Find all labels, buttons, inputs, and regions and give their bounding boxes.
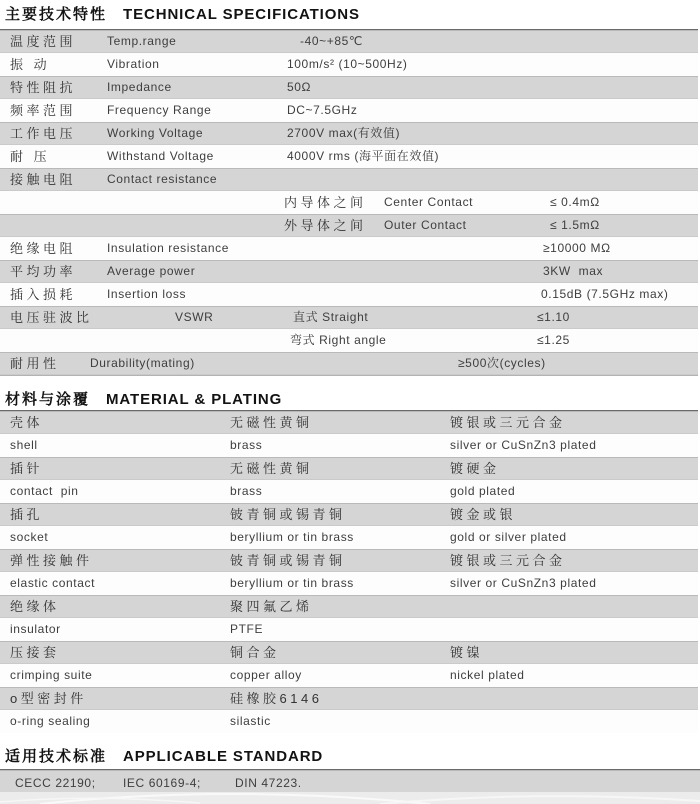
table-cell: contact pin bbox=[10, 484, 79, 498]
table-cell: 振 动 bbox=[10, 57, 51, 72]
table-cell: 绝缘体 bbox=[10, 599, 60, 614]
section-title-applicable-standard bbox=[5, 745, 323, 766]
table-cell: brass bbox=[230, 484, 263, 498]
table-row bbox=[0, 549, 698, 572]
table-row bbox=[0, 572, 698, 595]
table-cell: shell bbox=[10, 438, 38, 452]
technical-specifications-table bbox=[0, 29, 698, 376]
table-cell: o型密封件 bbox=[10, 691, 87, 706]
table-cell: ≤1.25 bbox=[537, 333, 570, 347]
section-title-zh: 适用技术标准 bbox=[5, 748, 108, 765]
section-title-en: APPLICABLE STANDARD bbox=[123, 748, 324, 765]
table-cell: 镀银或三元合金 bbox=[450, 415, 566, 430]
table-cell: 铜合金 bbox=[230, 645, 280, 660]
table-row bbox=[0, 168, 698, 191]
table-cell: o-ring sealing bbox=[10, 714, 91, 728]
table-row bbox=[0, 283, 698, 306]
table-cell: 平均功率 bbox=[10, 264, 77, 279]
table-cell: ≤1.10 bbox=[537, 310, 570, 324]
table-row bbox=[0, 503, 698, 526]
table-cell: 镀银或三元合金 bbox=[450, 553, 566, 568]
table-cell: gold or silver plated bbox=[450, 530, 567, 544]
table-cell: 壳体 bbox=[10, 415, 44, 430]
table-cell: 绝缘电阻 bbox=[10, 241, 77, 256]
table-cell: silastic bbox=[230, 714, 271, 728]
table-cell: -40~+85℃ bbox=[300, 34, 363, 48]
material-plating-table bbox=[0, 410, 698, 733]
table-cell: 镀硬金 bbox=[450, 461, 500, 476]
table-cell: elastic contact bbox=[10, 576, 96, 590]
table-cell: Temp.range bbox=[107, 34, 177, 48]
table-row bbox=[0, 664, 698, 687]
table-cell: Insertion loss bbox=[107, 287, 187, 301]
table-cell: 频率范围 bbox=[10, 103, 77, 118]
table-cell: 接触电阻 bbox=[10, 172, 77, 187]
table-row bbox=[0, 457, 698, 480]
table-cell: 100m/s² (10~500Hz) bbox=[287, 57, 408, 71]
table-cell: 镀镍 bbox=[450, 645, 484, 660]
table-cell: 无磁性黄铜 bbox=[230, 461, 313, 476]
table-cell: Durability(mating) bbox=[90, 356, 195, 370]
table-cell: Withstand Voltage bbox=[107, 149, 214, 163]
table-cell: 耐 压 bbox=[10, 149, 51, 164]
table-row bbox=[0, 99, 698, 122]
table-row bbox=[0, 30, 698, 53]
table-row bbox=[0, 237, 698, 260]
table-cell: 直式 Straight bbox=[293, 310, 369, 324]
table-cell: 插针 bbox=[10, 461, 44, 476]
table-cell: 镀金或银 bbox=[450, 507, 517, 522]
table-cell: Outer Contact bbox=[384, 218, 467, 232]
table-row bbox=[0, 526, 698, 549]
table-cell: copper alloy bbox=[230, 668, 302, 682]
table-cell: 硅橡胶6146 bbox=[230, 691, 323, 706]
table-row bbox=[0, 480, 698, 503]
table-row bbox=[0, 710, 698, 733]
table-cell: 3KW max bbox=[543, 264, 604, 278]
section-title-en: MATERIAL & PLATING bbox=[106, 391, 283, 408]
table-cell: silver or CuSnZn3 plated bbox=[450, 576, 597, 590]
table-row bbox=[0, 306, 698, 329]
section-title-technical-specifications bbox=[5, 3, 360, 24]
table-cell: IEC 60169-4; bbox=[123, 776, 201, 790]
table-cell: silver or CuSnZn3 plated bbox=[450, 438, 597, 452]
table-cell: CECC 22190; bbox=[15, 776, 96, 790]
table-cell: insulator bbox=[10, 622, 61, 636]
table-row bbox=[0, 595, 698, 618]
section-title-material-plating bbox=[5, 388, 282, 409]
table-row bbox=[0, 329, 698, 352]
table-cell: PTFE bbox=[230, 622, 264, 636]
table-cell: 2700V max(有效值) bbox=[287, 126, 401, 140]
table-cell: 外导体之间 bbox=[284, 218, 367, 233]
table-row bbox=[0, 122, 698, 145]
table-row bbox=[0, 687, 698, 710]
table-cell: 无磁性黄铜 bbox=[230, 415, 313, 430]
table-cell: gold plated bbox=[450, 484, 516, 498]
table-cell: 特性阻抗 bbox=[10, 80, 77, 95]
table-cell: beryllium or tin brass bbox=[230, 576, 354, 590]
table-row bbox=[0, 76, 698, 99]
table-cell: Average power bbox=[107, 264, 196, 278]
table-row bbox=[0, 145, 698, 168]
table-cell: socket bbox=[10, 530, 49, 544]
table-cell: 耐用性 bbox=[10, 356, 60, 371]
table-cell: 铍青铜或锡青铜 bbox=[230, 553, 346, 568]
table-cell: ≤ 0.4mΩ bbox=[550, 195, 600, 209]
table-cell: Frequency Range bbox=[107, 103, 212, 117]
table-cell: 0.15dB (7.5GHz max) bbox=[541, 287, 669, 301]
table-cell: 弹性接触件 bbox=[10, 553, 93, 568]
section-title-en: TECHNICAL SPECIFICATIONS bbox=[123, 6, 360, 23]
table-row bbox=[0, 214, 698, 237]
table-cell: DIN 47223. bbox=[235, 776, 302, 790]
table-cell: Insulation resistance bbox=[107, 241, 229, 255]
table-cell: 弯式 Right angle bbox=[290, 333, 387, 347]
table-cell: 温度范围 bbox=[10, 34, 77, 49]
table-cell: 50Ω bbox=[287, 80, 312, 94]
section-title-zh: 材料与涂覆 bbox=[5, 391, 91, 408]
table-cell: ≤ 1.5mΩ bbox=[550, 218, 600, 232]
table-cell: 4000V rms (海平面在效值) bbox=[287, 149, 440, 163]
table-cell: ≥10000 MΩ bbox=[543, 241, 611, 255]
table-cell: nickel plated bbox=[450, 668, 525, 682]
table-cell: Center Contact bbox=[384, 195, 474, 209]
table-cell: brass bbox=[230, 438, 263, 452]
table-row bbox=[0, 260, 698, 283]
table-row bbox=[0, 53, 698, 76]
table-cell: 聚四氟乙烯 bbox=[230, 599, 313, 614]
table-row bbox=[0, 434, 698, 457]
table-cell: VSWR bbox=[175, 310, 214, 324]
table-cell: 插入损耗 bbox=[10, 287, 77, 302]
table-cell: DC~7.5GHz bbox=[287, 103, 358, 117]
table-cell: 压接套 bbox=[10, 645, 60, 660]
table-cell: Working Voltage bbox=[107, 126, 204, 140]
table-row bbox=[0, 641, 698, 664]
section-title-zh: 主要技术特性 bbox=[5, 6, 108, 23]
table-cell: 插孔 bbox=[10, 507, 44, 522]
table-row bbox=[0, 411, 698, 434]
table-cell: 电压驻波比 bbox=[10, 310, 93, 325]
table-cell: beryllium or tin brass bbox=[230, 530, 354, 544]
table-cell: Impedance bbox=[107, 80, 172, 94]
table-cell: 内导体之间 bbox=[284, 195, 367, 210]
watermark-graphic bbox=[0, 792, 700, 804]
table-row bbox=[0, 352, 698, 375]
table-cell: 铍青铜或锡青铜 bbox=[230, 507, 346, 522]
table-cell: crimping suite bbox=[10, 668, 93, 682]
table-cell: Contact resistance bbox=[107, 172, 218, 186]
table-cell: ≥500次(cycles) bbox=[458, 356, 546, 370]
table-cell: Vibration bbox=[107, 57, 160, 71]
table-cell: 工作电压 bbox=[10, 126, 77, 141]
table-row bbox=[0, 618, 698, 641]
table-row bbox=[0, 191, 698, 214]
